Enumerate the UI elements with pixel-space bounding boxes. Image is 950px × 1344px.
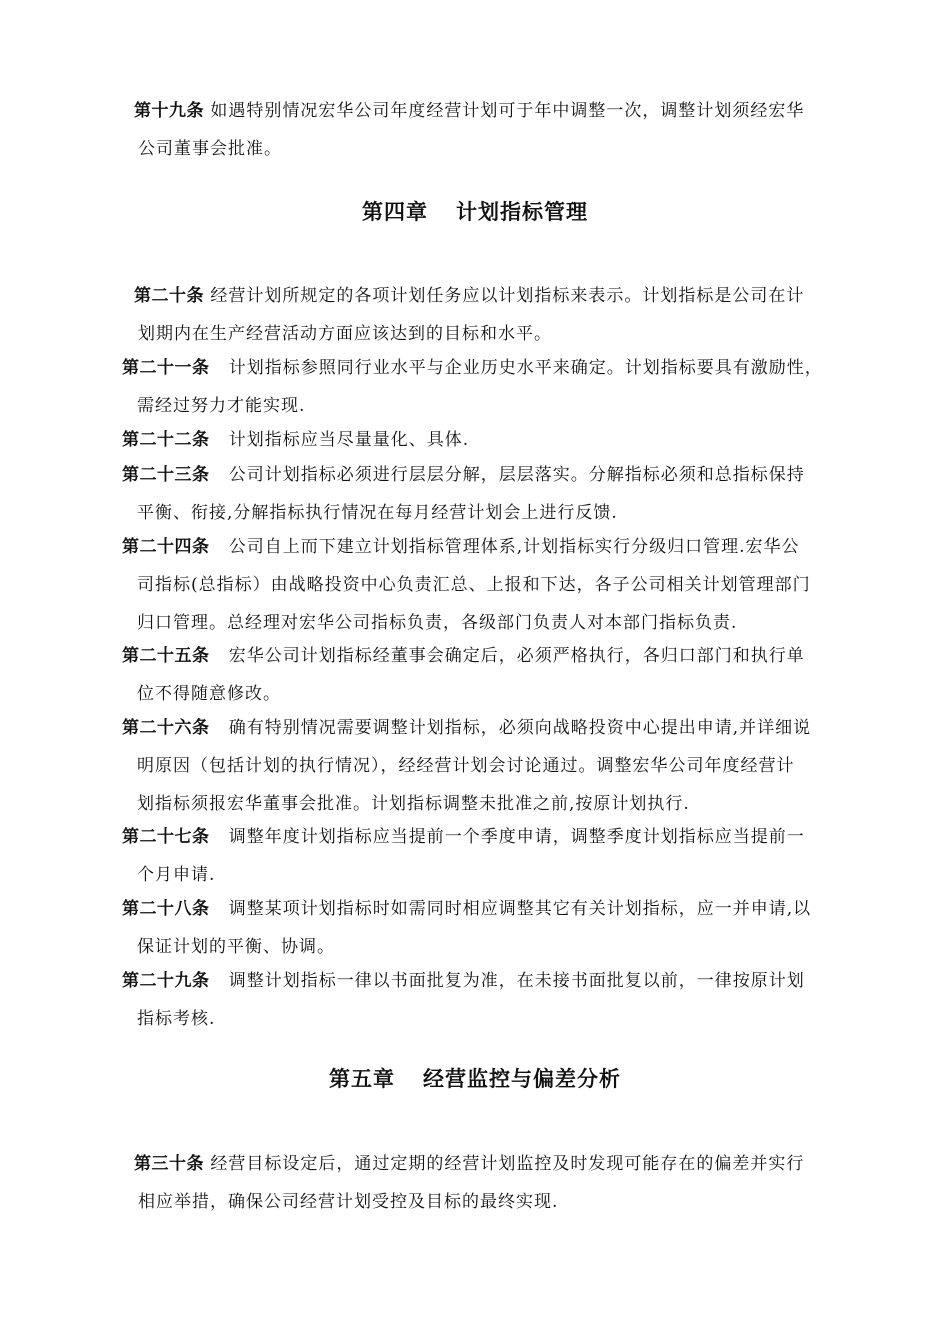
article-label: 第二十一条 bbox=[122, 358, 210, 378]
article-line: 划期内在生产经营活动方面应该达到的目标和水平。 bbox=[138, 324, 552, 344]
article-line bbox=[134, 277, 804, 315]
article-line bbox=[134, 1145, 804, 1183]
article-line bbox=[122, 890, 811, 928]
article-text: 调整计划指标一律以书面批复为准，在未接书面批复以前，一律按原计划 bbox=[228, 971, 805, 991]
article-text: 经营目标设定后，通过定期的经营计划监控及时发现可能存在的偏差并实行 bbox=[210, 1154, 805, 1174]
article-line: 相应举措，确保公司经营计划受控及目标的最终实现. bbox=[138, 1192, 559, 1212]
chapter-5-heading bbox=[0, 1063, 950, 1093]
article-line bbox=[134, 92, 804, 130]
chapter-title: 计划指标管理 bbox=[456, 199, 588, 224]
article-label: 第二十五条 bbox=[122, 646, 210, 666]
article-line: 公司董事会批准。 bbox=[138, 139, 282, 159]
article-line bbox=[122, 528, 811, 566]
chapter-title: 经营监控与偏差分析 bbox=[423, 1066, 621, 1091]
article-text: 计划指标应当尽量量化、具体. bbox=[228, 430, 470, 450]
chapter-number: 第四章 bbox=[362, 199, 428, 224]
article-label: 第十九条 bbox=[134, 101, 204, 121]
article-text: 调整年度计划指标应当提前一个季度申请，调整季度计划指标应当提前一 bbox=[228, 827, 805, 847]
article-label: 第二十六条 bbox=[122, 718, 210, 738]
article-line: 保证计划的平衡、协调。 bbox=[137, 937, 335, 957]
article-27 bbox=[122, 818, 805, 894]
article-line: 个月申请. bbox=[137, 865, 216, 885]
article-text: 如遇特别情况宏华公司年度经营计划可于年中调整一次，调整计划须经宏华 bbox=[210, 101, 805, 121]
article-26 bbox=[122, 709, 811, 823]
article-label: 第三十条 bbox=[134, 1154, 204, 1174]
article-21 bbox=[122, 349, 823, 425]
article-line bbox=[122, 818, 805, 856]
article-label: 第二十二条 bbox=[122, 430, 210, 450]
article-line: 明原因（包括计划的执行情况），经经营计划会讨论通过。调整宏华公司年度经营计 bbox=[137, 756, 795, 776]
article-line: 划指标须报宏华董事会批准。计划指标调整未批准之前,按原计划执行. bbox=[137, 794, 690, 814]
article-line: 司指标(总指标）由战略投资中心负责汇总、上报和下达，各子公司相关计划管理部门 bbox=[137, 575, 811, 595]
article-label: 第二十七条 bbox=[122, 827, 210, 847]
chapter-number: 第五章 bbox=[329, 1066, 395, 1091]
article-line: 归口管理。总经理对宏华公司指标负责，各级部门负责人对本部门指标负责. bbox=[137, 613, 738, 633]
article-line: 指标考核. bbox=[137, 1009, 216, 1029]
article-line bbox=[122, 637, 805, 675]
article-label: 第二十条 bbox=[134, 286, 204, 306]
article-19 bbox=[134, 92, 804, 168]
article-text: 公司计划指标必须进行层层分解，层层落实。分解指标必须和总指标保持 bbox=[228, 465, 805, 485]
article-text: 公司自上而下建立计划指标管理体系,计划指标实行分级归口管理.宏华公 bbox=[228, 537, 800, 557]
article-29 bbox=[122, 962, 805, 1038]
article-24 bbox=[122, 528, 811, 642]
article-28 bbox=[122, 890, 811, 966]
article-20 bbox=[134, 277, 804, 353]
article-text: 调整某项计划指标时如需同时相应调整其它有关计划指标，应一并申请,以 bbox=[228, 899, 812, 919]
article-text: 经营计划所规定的各项计划任务应以计划指标来表示。计划指标是公司在计 bbox=[210, 286, 805, 306]
article-line bbox=[122, 349, 823, 387]
article-23 bbox=[122, 456, 805, 532]
article-30 bbox=[134, 1145, 804, 1221]
article-text: 宏华公司计划指标经董事会确定后，必须严格执行，各归口部门和执行单 bbox=[228, 646, 805, 666]
article-line bbox=[122, 962, 805, 1000]
article-line bbox=[122, 421, 469, 459]
article-25 bbox=[122, 637, 805, 713]
article-22 bbox=[122, 421, 469, 459]
article-text: 计划指标参照同行业水平与企业历史水平来确定。计划指标要具有激励性， bbox=[228, 358, 823, 378]
article-label: 第二十九条 bbox=[122, 971, 210, 991]
chapter-4-heading bbox=[0, 196, 950, 226]
article-line bbox=[122, 456, 805, 494]
article-line: 需经过努力才能实现. bbox=[137, 396, 306, 416]
article-line bbox=[122, 709, 811, 747]
article-line: 位不得随意修改。 bbox=[137, 684, 281, 704]
article-text: 确有特别情况需要调整计划指标，必须向战略投资中心提出申请,并详细说 bbox=[228, 718, 812, 738]
article-label: 第二十三条 bbox=[122, 465, 210, 485]
article-label: 第二十八条 bbox=[122, 899, 210, 919]
article-label: 第二十四条 bbox=[122, 537, 210, 557]
article-line: 平衡、衔接,分解指标执行情况在每月经营计划会上进行反馈. bbox=[137, 503, 618, 523]
